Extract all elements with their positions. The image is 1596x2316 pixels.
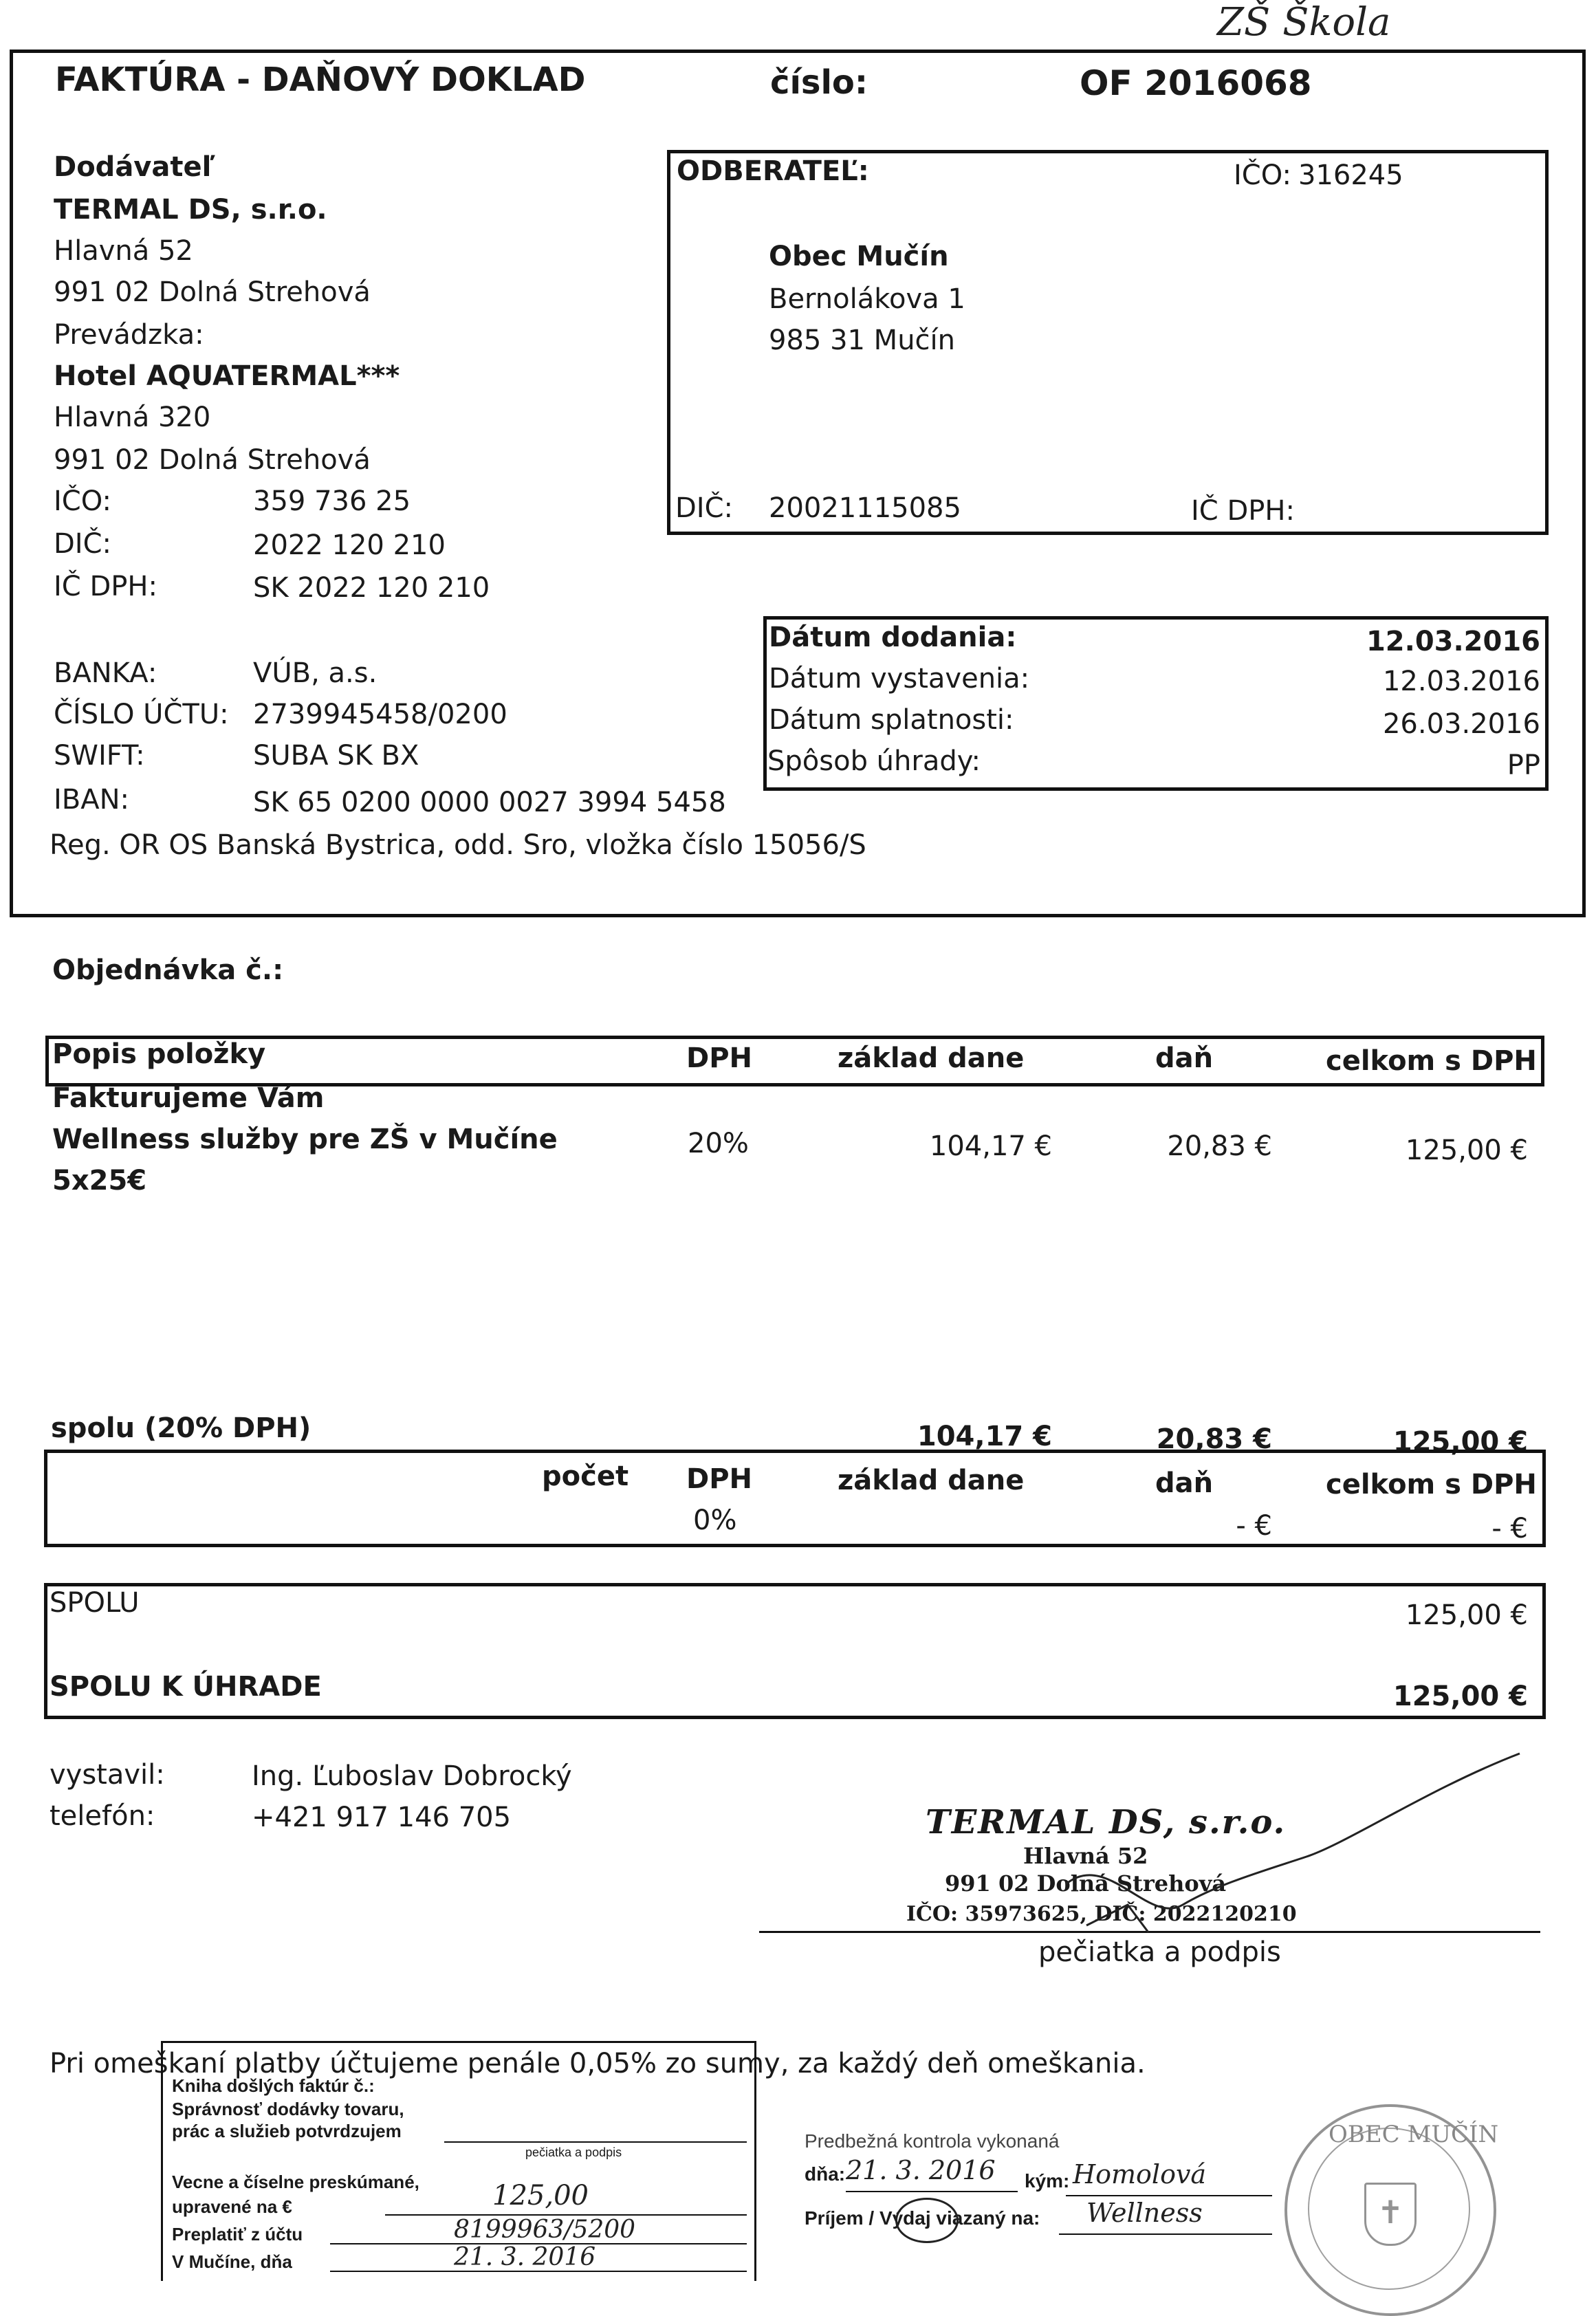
item-vat: 20% <box>688 1128 749 1159</box>
customer-heading: ODBERATEĽ: <box>677 155 869 187</box>
control-line-1 <box>846 2191 1018 2192</box>
col-desc-header: Popis položky <box>52 1038 266 1070</box>
order-label: Objednávka č.: <box>52 954 284 986</box>
supplier-swift-label: SWIFT: <box>54 740 145 772</box>
delivery-date-label: Dátum dodania: <box>769 622 1017 653</box>
receipt-l7: V Mučíne, dňa <box>172 2251 292 2272</box>
handwritten-note-top: ZŠ Škola <box>1217 0 1391 45</box>
supplier-account-label: ČÍSLO ÚČTU: <box>54 699 229 730</box>
company-stamp-street: Hlavná 52 <box>1023 1843 1148 1869</box>
supplier-bank: VÚB, a.s. <box>253 657 378 689</box>
municipal-seal-text: OBEC MUČÍN <box>1329 2121 1499 2148</box>
zero-total: - € <box>1491 1513 1528 1544</box>
signature-scribble <box>1045 1747 1527 1953</box>
subtotal-label: spolu (20% DPH) <box>51 1412 311 1444</box>
coat-of-arms-icon: ✝ <box>1364 2183 1417 2246</box>
subtotal-base: 104,17 € <box>917 1421 1052 1452</box>
zero-vat: 0% <box>693 1505 737 1536</box>
phone-label: telefón: <box>50 1800 155 1832</box>
receipt-l3b: pečiatka a podpis <box>525 2145 622 2159</box>
spolu-value: 125,00 € <box>1405 1599 1528 1631</box>
supplier-swift: SUBA SK BX <box>253 740 419 772</box>
item-line-3: 5x25€ <box>52 1165 147 1197</box>
control-line-3 <box>1059 2233 1272 2235</box>
receipt-account-handwritten: 8199963/5200 <box>454 2216 636 2244</box>
subtotal-total: 125,00 € <box>1392 1426 1528 1458</box>
customer-name: Obec Mučín <box>769 241 949 272</box>
issued-label: vystavil: <box>50 1759 165 1791</box>
invoice-number-label: číslo: <box>770 63 868 102</box>
to-pay-label: SPOLU K ÚHRADE <box>50 1671 322 1703</box>
to-pay-value: 125,00 € <box>1392 1681 1528 1712</box>
issue-date: 12.03.2016 <box>1382 666 1540 697</box>
receipt-l2: Správnosť dodávky tovaru, <box>172 2099 404 2119</box>
supplier-hotel-street: Hlavná 320 <box>54 402 211 433</box>
municipal-seal <box>1285 2104 1499 2316</box>
customer-icdph-label: IČ DPH: <box>1191 495 1295 527</box>
company-stamp-ids: IČO: 35973625, DIČ: 2022120210 <box>906 1902 1297 1926</box>
control-bound-handwritten: Wellness <box>1086 2198 1203 2228</box>
payment-method: PP <box>1507 750 1540 781</box>
zero-vat-header: DPH <box>686 1463 752 1495</box>
customer-dic: 20021115085 <box>769 492 961 524</box>
control-date-handwritten: 21. 3. 2016 <box>846 2155 996 2185</box>
customer-street: Bernolákova 1 <box>769 283 965 315</box>
control-l3: kým: <box>1025 2170 1070 2192</box>
supplier-name: TERMAL DS, s.r.o. <box>54 194 327 226</box>
company-stamp-city: 991 02 Dolná Strehová <box>945 1870 1227 1897</box>
receipt-l6: Preplatiť z účtu <box>172 2224 303 2244</box>
customer-dic-label: DIČ: <box>675 492 734 524</box>
customer-city: 985 31 Mučín <box>769 325 955 356</box>
supplier-iban: SK 65 0200 0000 0027 3994 5458 <box>253 787 726 818</box>
item-total: 125,00 € <box>1405 1135 1528 1166</box>
phone-value: +421 917 146 705 <box>252 1802 512 1833</box>
penalty-note: Pri omeškaní platby účtujeme penále 0,05% zo sumy, za každý deň omeškania. <box>50 2048 1146 2079</box>
control-l2: dňa: <box>805 2163 846 2185</box>
receipt-l1: Kniha došlých faktúr č.: <box>172 2075 375 2096</box>
issue-date-label: Dátum vystavenia: <box>769 663 1030 695</box>
supplier-dic: 2022 120 210 <box>253 529 446 561</box>
zero-count-header: počet <box>542 1461 629 1492</box>
receipt-amount-handwritten: 125,00 <box>492 2180 589 2211</box>
receipt-line-1 <box>444 2141 747 2143</box>
supplier-ico: 359 736 25 <box>253 485 411 517</box>
col-base-header: základ dane <box>838 1042 1025 1074</box>
supplier-city: 991 02 Dolná Strehová <box>54 276 371 308</box>
zero-base-header: základ dane <box>838 1465 1025 1496</box>
zero-tax: - € <box>1236 1510 1272 1542</box>
customer-ico: 316245 <box>1298 160 1403 191</box>
supplier-ico-label: IČO: <box>54 485 111 517</box>
supplier-dic-label: DIČ: <box>54 528 112 560</box>
spolu-label: SPOLU <box>50 1587 140 1619</box>
receipt-l5: upravené na € <box>172 2196 292 2217</box>
supplier-icdph-label: IČ DPH: <box>54 571 157 602</box>
issued-by: Ing. Ľuboslav Dobrocký <box>252 1760 572 1792</box>
supplier-bank-label: BANKA: <box>54 657 157 689</box>
zero-total-header: celkom s DPH <box>1326 1469 1537 1500</box>
item-tax: 20,83 € <box>1167 1130 1272 1162</box>
receipt-l3: prác a služieb potvrdzujem <box>172 2121 402 2141</box>
invoice-title: FAKTÚRA - DAŇOVÝ DOKLAD <box>55 61 586 99</box>
control-who-handwritten: Homolová <box>1073 2159 1207 2189</box>
supplier-hotel-city: 991 02 Dolná Strehová <box>54 444 371 476</box>
control-l1: Predbežná kontrola vykonaná <box>805 2130 1060 2152</box>
supplier-icdph: SK 2022 120 210 <box>253 572 490 604</box>
supplier-street: Hlavná 52 <box>54 235 193 267</box>
supplier-prevadzka-label: Prevádzka: <box>54 319 204 351</box>
item-base: 104,17 € <box>929 1130 1052 1162</box>
col-tax-header: daň <box>1155 1042 1214 1074</box>
delivery-date: 12.03.2016 <box>1366 626 1540 657</box>
signature-caption: pečiatka a podpis <box>1038 1936 1281 1968</box>
due-date-label: Dátum splatnosti: <box>769 704 1014 736</box>
company-stamp-name: TERMAL DS, s.r.o. <box>926 1803 1287 1842</box>
customer-ico-label: IČO: <box>1234 160 1291 191</box>
supplier-hotel: Hotel AQUATERMAL*** <box>54 360 400 392</box>
item-line-1: Fakturujeme Vám <box>52 1082 325 1114</box>
item-line-2: Wellness služby pre ZŠ v Mučíne <box>52 1124 558 1155</box>
supplier-register: Reg. OR OS Banská Bystrica, odd. Sro, vložka číslo 15056/S <box>50 829 866 861</box>
col-vat-header: DPH <box>686 1042 752 1074</box>
col-total-header: celkom s DPH <box>1326 1045 1537 1077</box>
supplier-iban-label: IBAN: <box>54 784 129 816</box>
control-l4: Príjem / Výdaj viazaný na: <box>805 2207 1040 2229</box>
due-date: 26.03.2016 <box>1382 708 1540 740</box>
receipt-date-handwritten: 21. 3. 2016 <box>454 2243 596 2271</box>
payment-method-label: Spôsob úhrady: <box>767 745 981 777</box>
supplier-heading: Dodávateľ <box>54 151 215 183</box>
control-vydaj-circle <box>895 2198 959 2243</box>
receipt-l4: Vecne a číselne preskúmané, <box>172 2172 419 2192</box>
invoice-number: OF 2016068 <box>1080 63 1312 103</box>
supplier-account: 2739945458/0200 <box>253 699 507 730</box>
subtotal-tax: 20,83 € <box>1156 1423 1272 1455</box>
control-line-2 <box>1066 2195 1272 2196</box>
items-table-header <box>45 1036 1544 1086</box>
zero-tax-header: daň <box>1155 1467 1214 1499</box>
